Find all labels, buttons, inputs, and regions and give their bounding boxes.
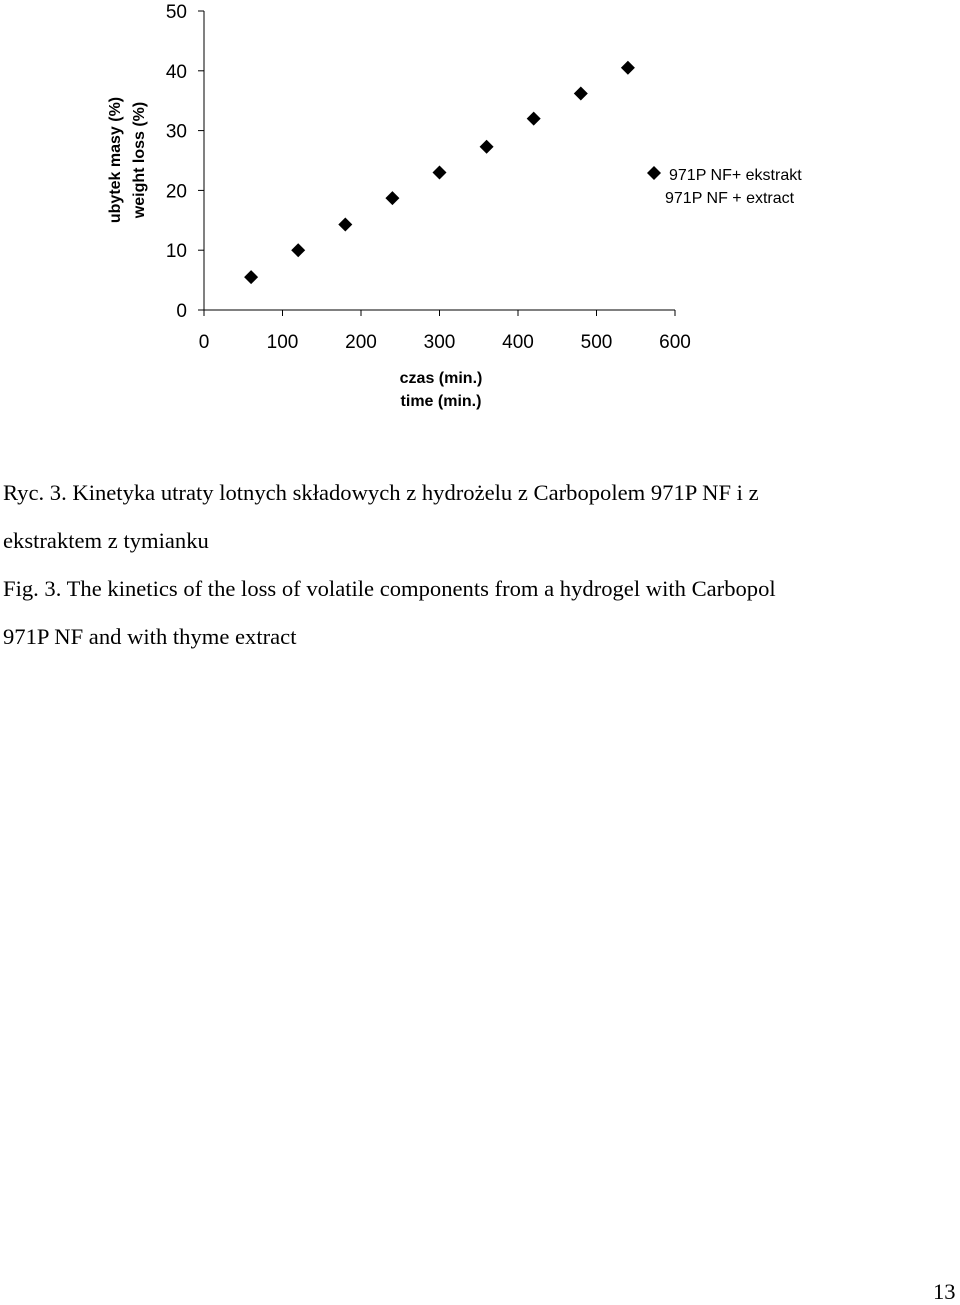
x-axis-ticks <box>199 310 691 353</box>
x-tick-label: 0 <box>198 332 210 353</box>
x-tick-label: 200 <box>345 332 377 353</box>
figure-caption-english <box>3 565 960 661</box>
y-tick-label: 20 <box>165 181 187 203</box>
legend-label-line-1: 971P NF+ ekstrakt <box>669 167 802 184</box>
x-tick-label: 100 <box>266 332 299 353</box>
caption-english-line-1: Fig. 3. The kinetics of the loss of volatile components from a hydrogel with Carbopol <box>3 576 776 601</box>
caption-english-line-2: 971P NF and with thyme extract <box>3 624 297 649</box>
data-point <box>574 87 588 101</box>
legend-diamond-marker <box>647 166 661 180</box>
data-point <box>621 61 635 75</box>
y-axis-title <box>107 97 148 223</box>
data-point <box>291 243 305 257</box>
y-axis-title-line-2: weight loss (%) <box>131 101 148 219</box>
legend-label-line-2: 971P NF + extract <box>665 190 795 207</box>
x-axis-title-line-2: time (min.) <box>400 393 482 410</box>
data-points <box>244 61 635 284</box>
y-tick-label: 40 <box>165 61 187 83</box>
x-tick-label: 400 <box>502 332 534 353</box>
caption-polish-line-1: Ryc. 3. Kinetyka utraty lotnych składowych z hydrożelu z Carbopolem 971P NF i z <box>3 480 759 505</box>
y-tick-label: 30 <box>165 121 187 143</box>
page-number: 13 <box>933 1279 956 1304</box>
weight-loss-chart <box>0 0 960 430</box>
x-tick-label: 500 <box>580 332 613 353</box>
y-tick-label: 50 <box>165 2 187 23</box>
data-point <box>338 217 352 231</box>
y-tick-label: 0 <box>176 301 187 322</box>
x-tick-label: 300 <box>423 332 456 353</box>
x-axis-title-line-1: czas (min.) <box>399 370 483 387</box>
data-point <box>244 270 258 284</box>
caption-polish-line-2: ekstraktem z tymianku <box>3 528 209 553</box>
y-axis-ticks <box>166 2 204 322</box>
figure-caption-polish <box>3 469 960 565</box>
x-tick-label: 600 <box>659 332 691 353</box>
legend <box>647 166 802 207</box>
data-point <box>480 140 494 154</box>
data-point <box>385 191 399 205</box>
y-axis-title-line-1: ubytek masy (%) <box>107 96 124 224</box>
data-point <box>527 112 541 126</box>
data-point <box>433 165 447 179</box>
y-tick-label: 10 <box>165 241 187 263</box>
